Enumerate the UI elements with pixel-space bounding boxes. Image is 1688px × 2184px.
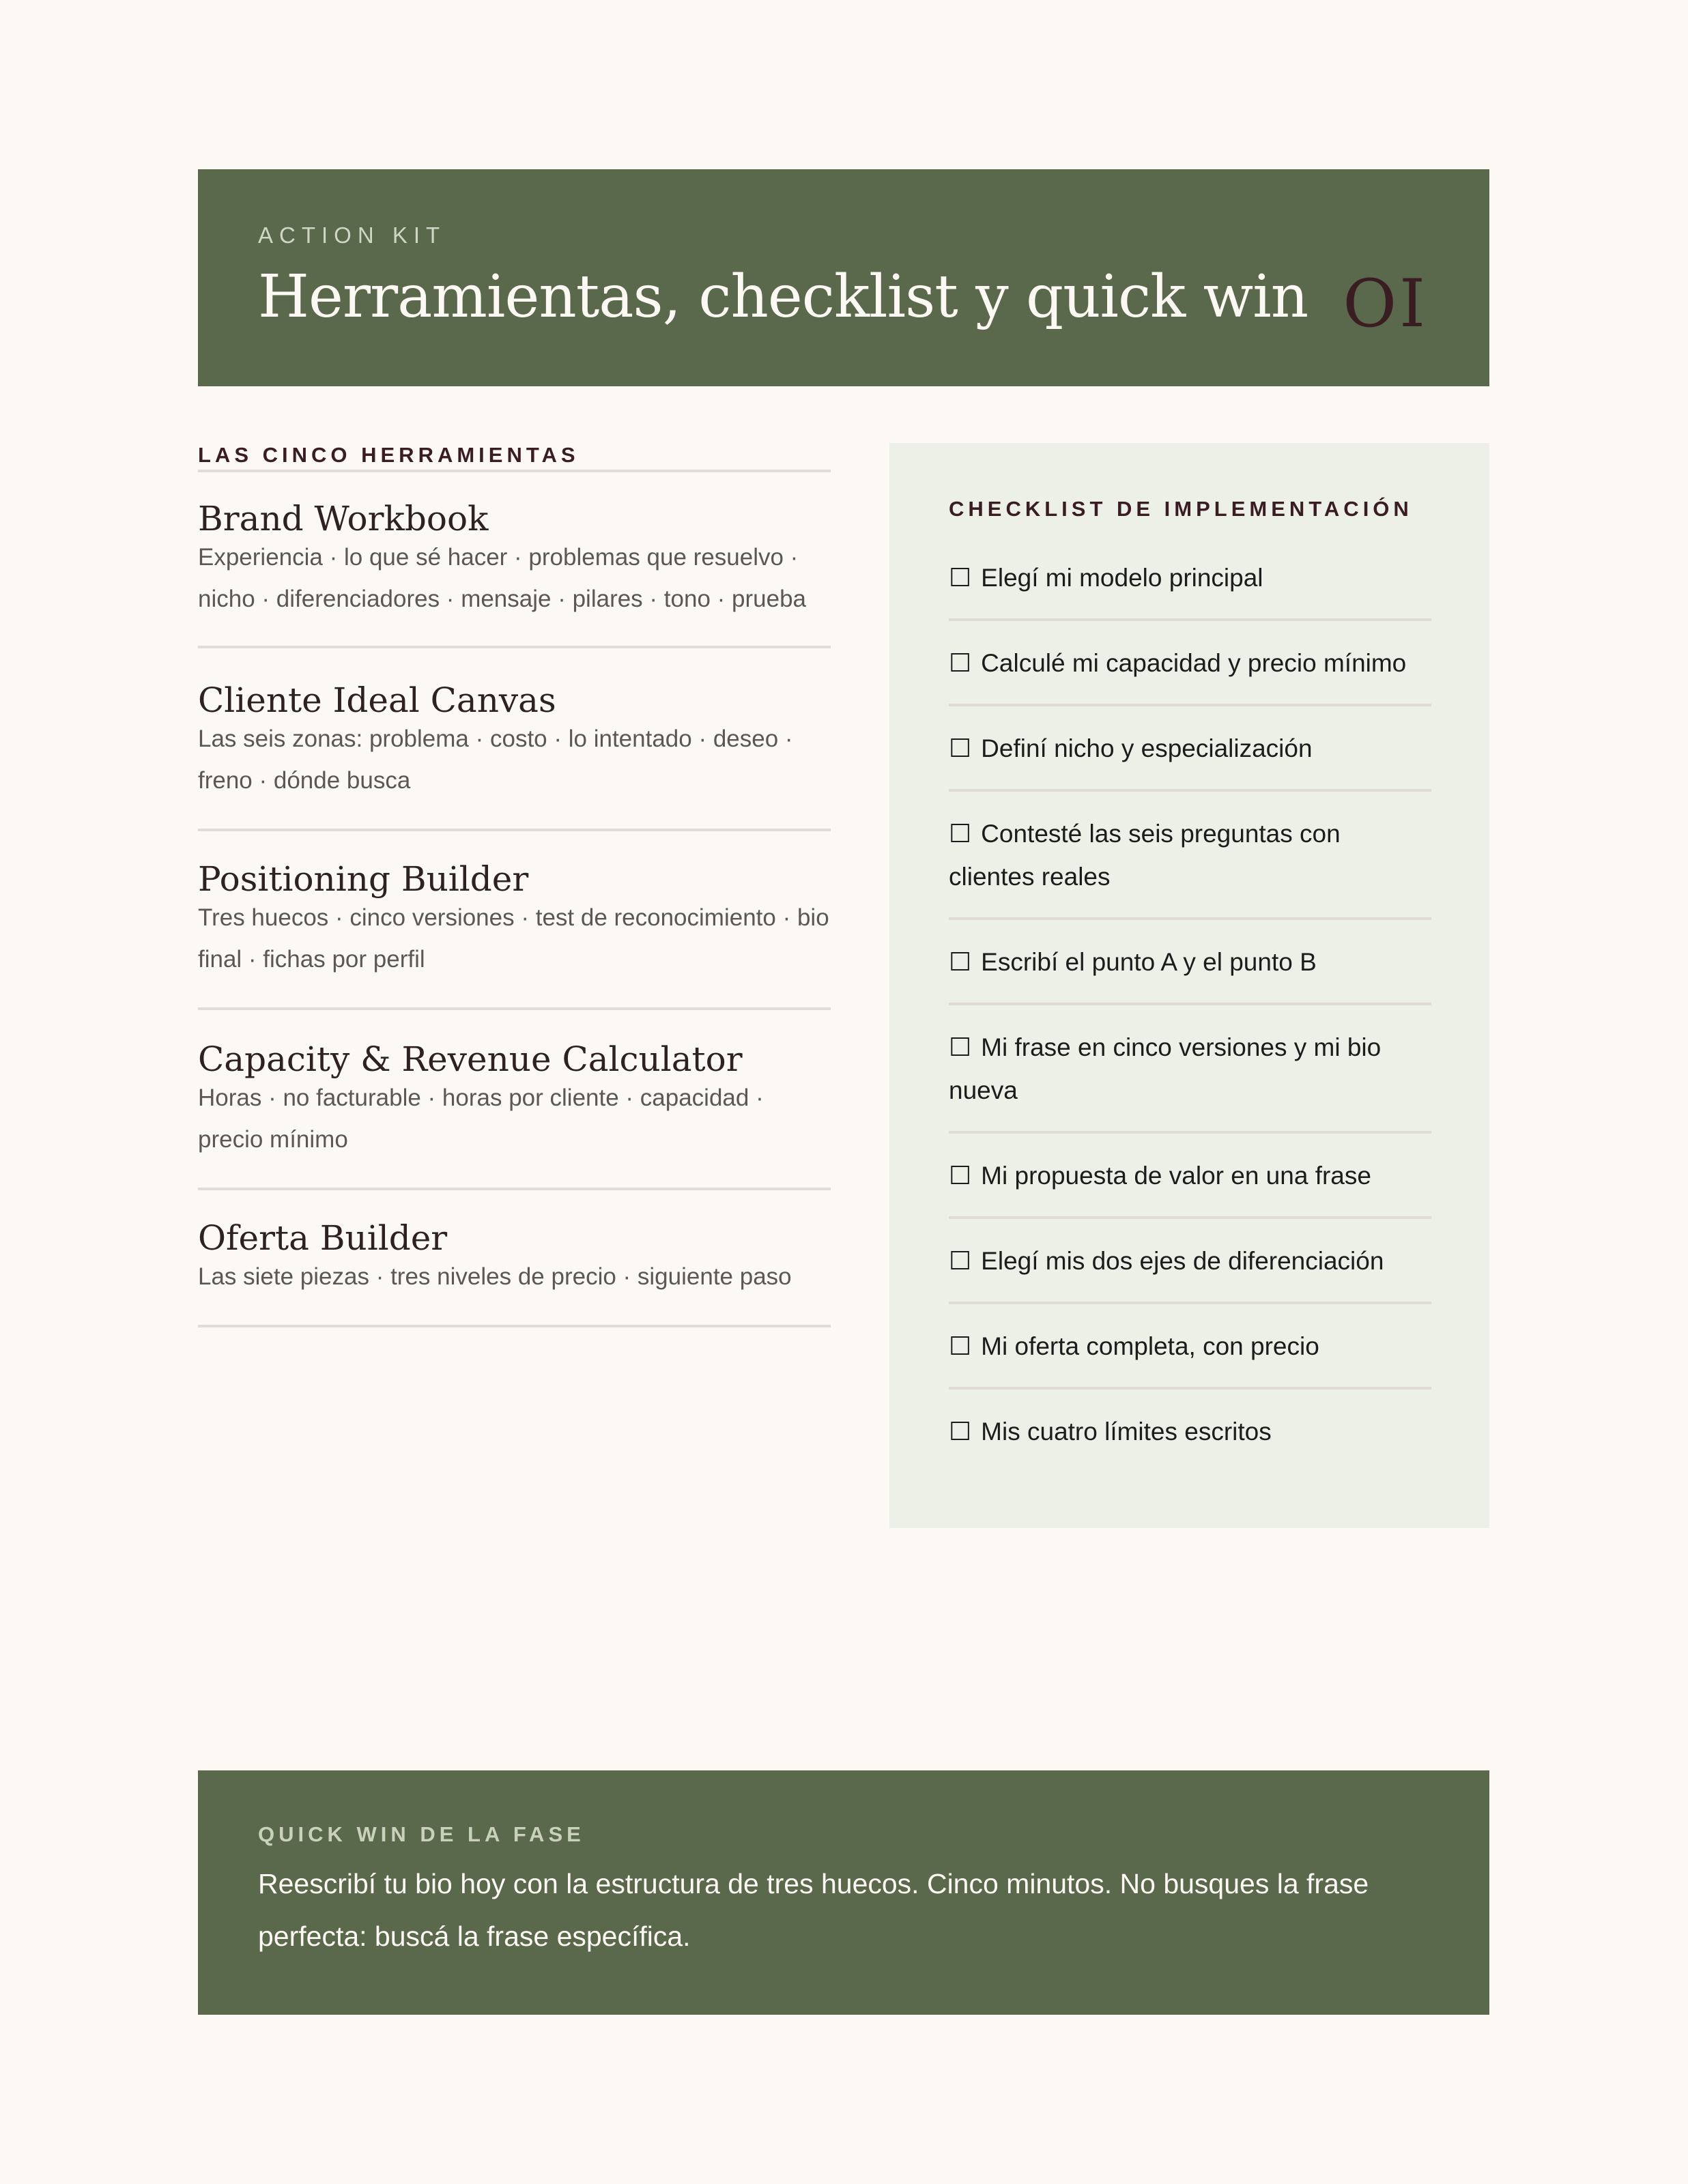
quick-win-label: QUICK WIN DE LA FASE (258, 1822, 585, 1846)
checklist-item[interactable] (949, 1304, 1431, 1390)
tool-name: Brand Workbook (198, 499, 489, 538)
checklist-item-label: Calculé mi capacidad y precio mínimo (981, 649, 1407, 677)
quick-win-text: Reescribí tu bio hoy con la estructura de tres huecos. Cinco minutos. No busques la frase perfecta: buscá la frase específica. (258, 1868, 1369, 1952)
checkbox-icon[interactable]: ☐ (949, 1418, 972, 1446)
checklist-item-label: Definí nicho y especialización (981, 734, 1313, 762)
checklist-list (949, 543, 1431, 1472)
checklist-item-label: Elegí mi modelo principal (981, 564, 1263, 592)
checkbox-icon[interactable]: ☐ (949, 1332, 972, 1360)
checklist-item[interactable] (949, 621, 1431, 706)
checklist-item[interactable] (949, 1390, 1431, 1472)
checklist-item-label: Mi propuesta de valor en una frase (981, 1162, 1371, 1190)
checklist-item[interactable] (949, 1134, 1431, 1219)
checklist-item[interactable] (949, 543, 1431, 621)
section-number: OI (1343, 265, 1428, 342)
tool-description: Tres huecos · cinco versiones · test de reconocimiento · bio final · fichas por perfil (198, 904, 829, 973)
tool-description: Las siete piezas · tres niveles de precio · siguiente paso (198, 1263, 792, 1290)
checkbox-icon[interactable]: ☐ (949, 734, 972, 762)
tool-item (198, 1190, 831, 1327)
tool-item (198, 831, 831, 1010)
checkbox-icon[interactable]: ☐ (949, 1247, 972, 1275)
checklist-item-label: Mis cuatro límites escritos (981, 1418, 1272, 1446)
checklist-item[interactable] (949, 1005, 1431, 1134)
tool-name: Capacity & Revenue Calculator (198, 1039, 743, 1079)
page-title: Herramientas, checklist y quick win (258, 263, 1308, 331)
quick-win-banner (198, 1770, 1489, 2015)
implementation-checklist (889, 443, 1489, 1528)
tool-description: Horas · no facturable · horas por cliente · capacidad · precio mínimo (198, 1084, 764, 1153)
tool-item (198, 1010, 831, 1190)
tool-name: Cliente Ideal Canvas (198, 680, 556, 720)
checklist-item-label: Contesté las seis preguntas con clientes reales (949, 820, 1341, 891)
header-banner (198, 169, 1489, 386)
checklist-item[interactable] (949, 1219, 1431, 1304)
checklist-item-label: Mi oferta completa, con precio (981, 1332, 1319, 1360)
checkbox-icon[interactable]: ☐ (949, 649, 972, 677)
tool-item (198, 648, 831, 831)
checkbox-icon[interactable]: ☐ (949, 1033, 972, 1061)
tool-name: Positioning Builder (198, 859, 529, 899)
header-eyebrow: ACTION KIT (258, 222, 446, 248)
checkbox-icon[interactable]: ☐ (949, 1162, 972, 1190)
checklist-item-label: Elegí mis dos ejes de diferenciación (981, 1247, 1384, 1275)
checklist-item[interactable] (949, 792, 1431, 920)
checklist-item[interactable] (949, 920, 1431, 1005)
checkbox-icon[interactable]: ☐ (949, 820, 972, 848)
tools-section (198, 442, 831, 1327)
tool-name: Oferta Builder (198, 1218, 448, 1258)
checklist-title: CHECKLIST DE IMPLEMENTACIÓN (949, 497, 1413, 521)
checkbox-icon[interactable]: ☐ (949, 564, 972, 592)
checkbox-icon[interactable]: ☐ (949, 948, 972, 976)
tool-description: Experiencia · lo que sé hacer · problemas que resuelvo · nicho · diferenciadores · mensaje · pilares · tono · prueba (198, 544, 806, 612)
tool-item (198, 472, 831, 648)
tool-description: Las seis zonas: problema · costo · lo intentado · deseo · freno · dónde busca (198, 725, 793, 794)
checklist-item-label: Escribí el punto A y el punto B (981, 948, 1317, 976)
tools-section-label: LAS CINCO HERRAMIENTAS (198, 442, 831, 472)
checklist-item-label: Mi frase en cinco versiones y mi bio nueva (949, 1033, 1382, 1104)
checklist-item[interactable] (949, 706, 1431, 792)
